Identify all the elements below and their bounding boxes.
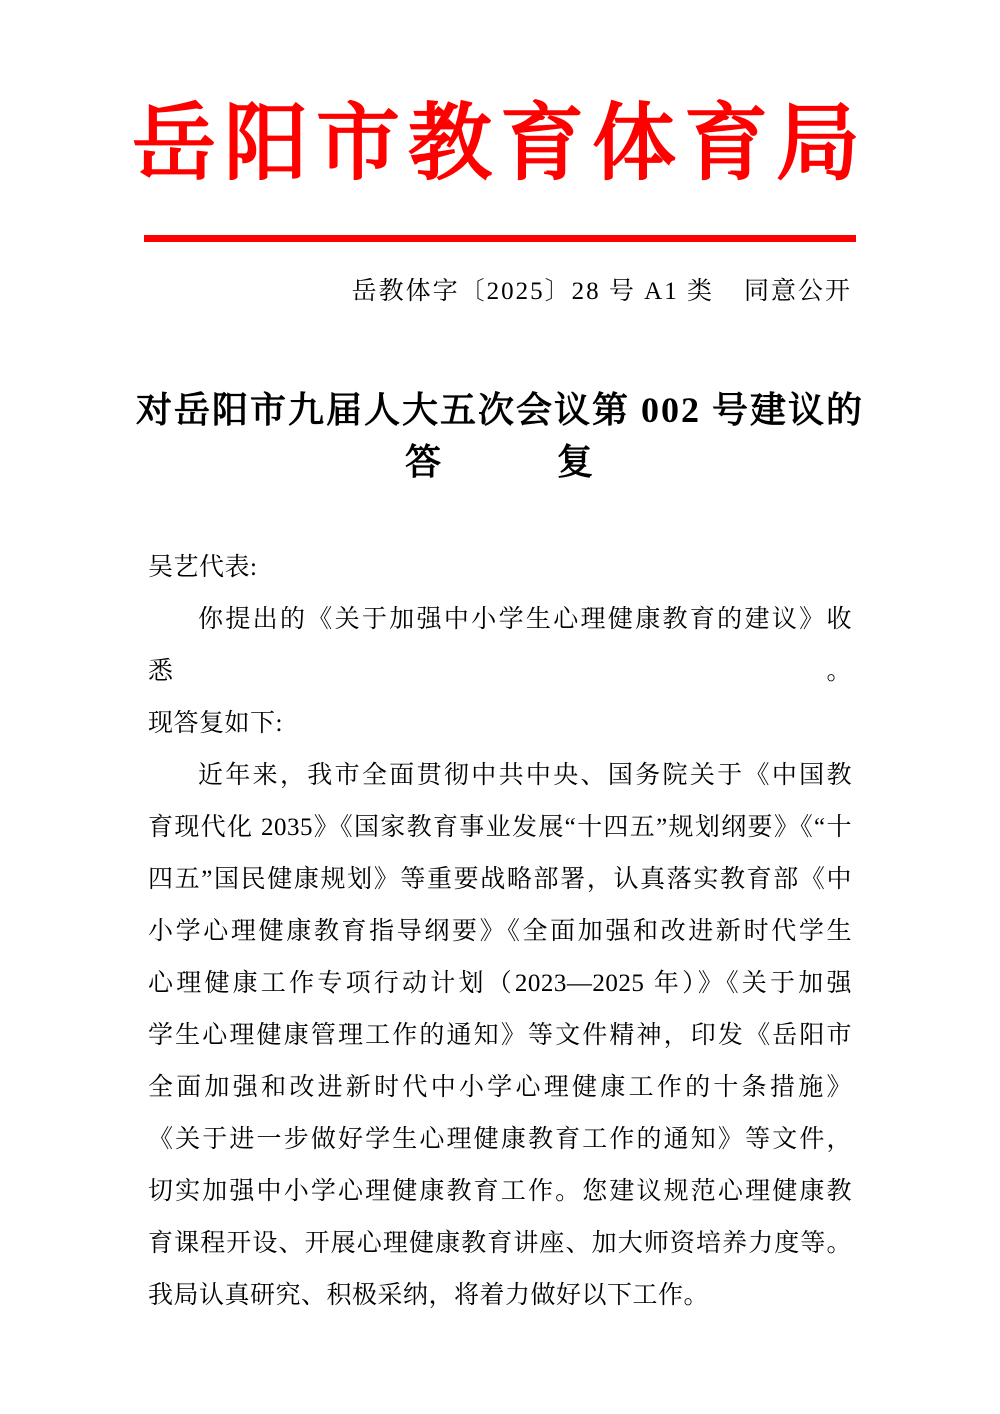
letterhead-divider [144,235,856,242]
publicity-label: 同意公开 [743,278,852,305]
body-line: 切实加强中小学心理健康教育工作。您建议规范心理健康教 [148,1178,852,1205]
body-line: 我局认真研究、积极采纳，将着力做好以下工作。 [148,1282,710,1309]
title-line-2: 答 复 [404,442,595,482]
body-line: 近年来，我市全面贯彻中共中央、国务院关于《中国教 [198,762,852,789]
body-line: 现答复如下: [148,710,283,737]
body-line: 《关于进一步做好学生心理健康教育工作的通知》等文件， [148,1126,852,1153]
body-line: 学生心理健康管理工作的通知》等文件精神，印发《岳阳市 [148,1022,852,1049]
doc-number: 岳教体字〔2025〕28 号 A1 类 [351,278,714,305]
body-line: 心理健康工作专项行动计划（2023—2025 年）》《关于加强 [148,970,852,997]
title-line-1: 对岳阳市九届人大五次会议第 002 号建议的 [135,390,864,430]
letterhead-org-name: 岳阳市教育体育局 [131,98,868,191]
body-line: 小学心理健康教育指导纲要》《全面加强和改进新时代学生 [148,918,852,945]
body-line: 全面加强和改进新时代中小学心理健康工作的十条措施》 [148,1074,852,1101]
body-line: 育现代化 2035》《国家教育事业发展“十四五”规划纲要》《“十 [148,814,852,841]
body-line: 你提出的《关于加强中小学生心理健康教育的建议》收悉。 [148,606,852,685]
body-line: 育课程开设、开展心理健康教育讲座、加大师资培养力度等。 [148,1230,852,1257]
document-title [0,384,1000,488]
document-body [148,542,852,1322]
doc-number-line [148,276,852,308]
body-line: 吴艺代表: [148,554,258,581]
body-line: 四五”国民健康规划》等重要战略部署，认真落实教育部《中 [148,866,852,893]
